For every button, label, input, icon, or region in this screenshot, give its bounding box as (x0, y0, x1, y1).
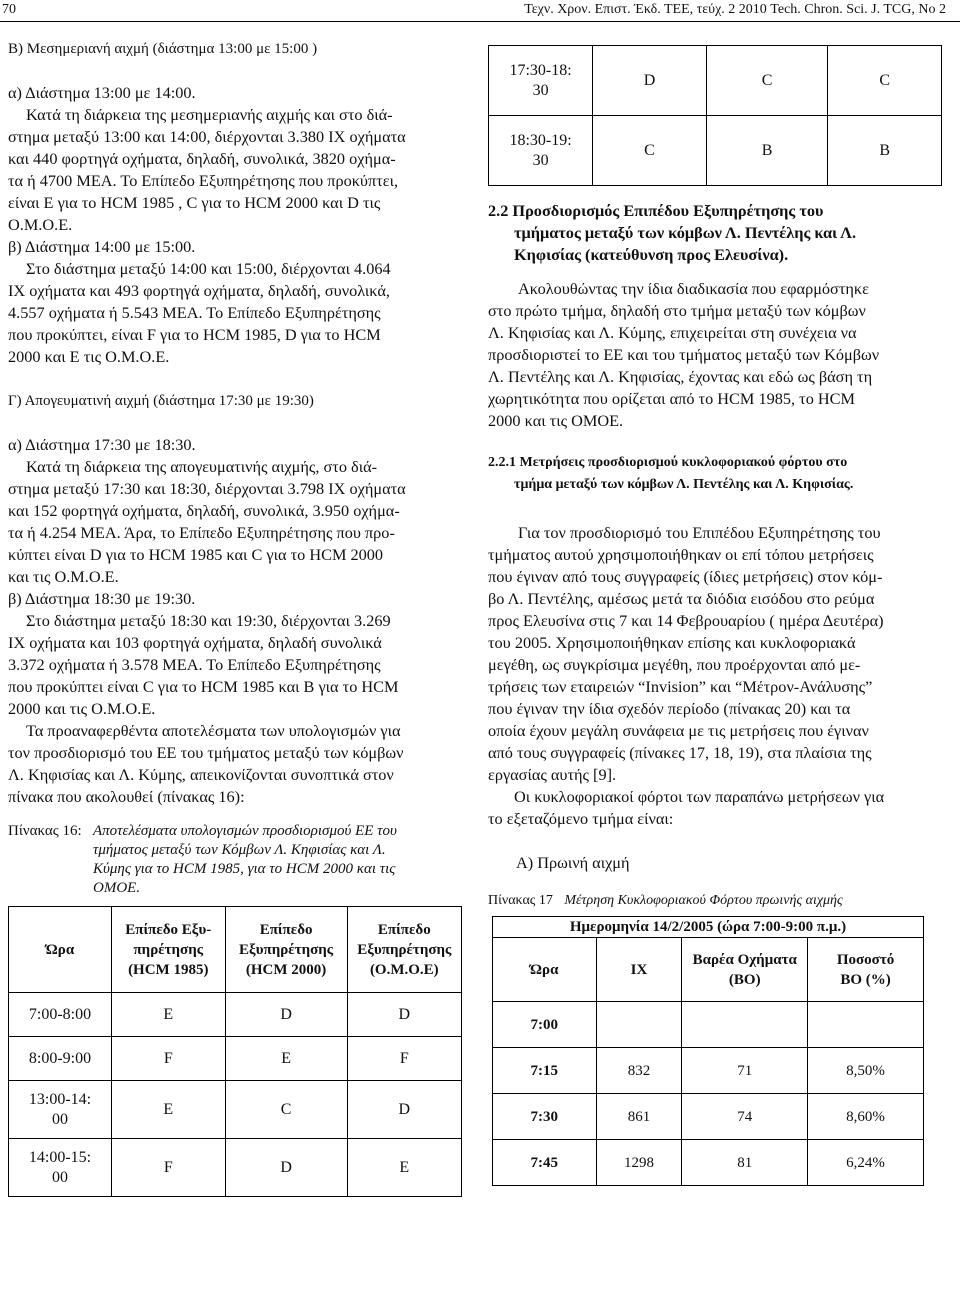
section-heading-b: Β) Μεσημεριανή αιχμή (διάστημα 13:00 με 15:00 ) (8, 41, 318, 57)
table-row (489, 46, 942, 116)
table-row (9, 1037, 462, 1081)
text-line: Τα προαναφερθέντα αποτελέσματα των υπολογισμών για (26, 721, 401, 740)
section-heading-2-2: 2.2 Προσδιορισμός Επιπέδου Εξυπηρέτησης του (488, 201, 824, 220)
cell-time: 13:00-14: 00 (9, 1081, 112, 1139)
table-row (493, 1048, 924, 1094)
table-row (9, 1081, 462, 1139)
cell-los: E (347, 1139, 461, 1197)
page-number: 70 (2, 2, 16, 17)
text-line: είναι Ε για το HCM 1985 , C για το HCM 2000 και D τις (8, 193, 381, 212)
text-line: τον προσδιορισμό του ΕΕ του τμήματος μεταξύ των κόμβων (8, 743, 404, 762)
cell-time: 14:00-15: 00 (9, 1139, 112, 1197)
cell-los: F (111, 1037, 225, 1081)
subsection-heading: Α) Πρωινή αιχμή (516, 853, 630, 872)
text-line: Οι κυκλοφοριακοί φόρτοι των παραπάνω μετρήσεων για (514, 787, 885, 806)
caption-line: Αποτελέσματα υπολογισμών προσδιορισμού ΕΕ του (93, 823, 397, 839)
table-row (9, 1139, 462, 1197)
text-line: Στο διάστημα μεταξύ 14:00 και 15:00, διέρχονται 4.064 (26, 259, 391, 278)
text-line: ΙΧ οχήματα και 493 φορτηγά οχήματα, δηλαδή, συνολικά, (8, 281, 390, 300)
text-line: που προκύπτει είναι C για το HCM 1985 και B για το HCM (8, 677, 399, 696)
table17 (492, 916, 924, 1186)
cell-heavy: 74 (682, 1094, 808, 1140)
text-line: οποία έχουν μεγάλη συνάφεια με τις μετρήσεις που έγιναν (488, 721, 869, 740)
text-line: 3.372 οχήματα ή 3.578 ΜΕΑ. Το Επίπεδο Εξυπηρέτησης (8, 655, 381, 674)
text-line: που έγιναν την ίδια σχεδόν περίοδο (πίνακας 20) και τα (488, 699, 851, 718)
cell-ix: 832 (596, 1048, 682, 1094)
cell-time: 8:00-9:00 (9, 1037, 112, 1081)
cell-los: F (347, 1037, 461, 1081)
col-omoe: Επίπεδο Εξυπηρέτησης (Ο.Μ.Ο.Ε) (347, 907, 461, 993)
caption-line: Κύμης για το HCM 1985, για το HCM 2000 και τις (93, 861, 396, 877)
cell-los: C (593, 116, 707, 186)
cell-pct (808, 1002, 924, 1048)
cell-los: D (593, 46, 707, 116)
cell-pct: 6,24% (808, 1140, 924, 1186)
cell-heavy: 81 (682, 1140, 808, 1186)
text-line: μεγέθη, ως συγκρίσιμα μεγέθη, που προέρχονται από με- (488, 655, 861, 674)
text-line: πίνακα που ακολουθεί (πίνακας 16): (8, 787, 245, 806)
col-time: Ώρα (9, 907, 112, 993)
text-line: ΙΧ οχήματα και 103 φορτηγά οχήματα, δηλαδή συνολικά (8, 633, 382, 652)
table16-label: Πίνακας 16: (8, 823, 82, 839)
cell-time: 7:30 (493, 1094, 597, 1140)
cell-los: C (706, 46, 828, 116)
text-line: στημα μεταξύ 13:00 και 14:00, διέρχονται 3.380 ΙΧ οχήματα (8, 127, 406, 146)
cell-heavy (682, 1002, 808, 1048)
text-line: Λ. Κηφισίας και Λ. Κύμης, επιχειρείται στη συνέχεια να (488, 323, 857, 342)
cell-time: 7:15 (493, 1048, 597, 1094)
cell-time: 17:30-18: 30 (489, 46, 593, 116)
table17-date: Ημερομηνία 14/2/2005 (ώρα 7:00-9:00 π.μ.) (493, 917, 924, 938)
table-row (9, 993, 462, 1037)
text-line: του 2005. Χρησιμοποιήθηκαν επίσης και κυκλοφοριακά (488, 633, 856, 652)
subsection-heading: β) Διάστημα 14:00 με 15:00. (8, 237, 196, 256)
table17-caption (488, 892, 950, 910)
cell-los: B (706, 116, 828, 186)
text-line: βο Λ. Πεντέλης, αμέσως μετά τα διόδια εισόδου στο ρεύμα (488, 589, 875, 608)
text-line: τα ή 4.254 ΜΕΑ. Άρα, το Επίπεδο Εξυπηρέτησης που προ- (8, 523, 395, 542)
col-hcm1985: Επίπεδο Εξυ- πηρέτησης (HCM 1985) (111, 907, 225, 993)
col-ix: ΙΧ (596, 938, 682, 1002)
text-line: και 152 φορτηγά οχήματα, δηλαδή, συνολικά, 3.950 οχήμα- (8, 501, 400, 520)
text-line: Για τον προσδιορισμό του Επιπέδου Εξυπηρέτησης του (518, 523, 881, 542)
table-row (493, 1002, 924, 1048)
cell-los: C (828, 46, 942, 116)
cell-los: D (225, 1139, 347, 1197)
journal-citation: Τεχν. Χρον. Επιστ. Έκδ. ΤΕΕ, τεύχ. 2 2010 Tech. Chron. Sci. J. TCG, No 2 (524, 2, 946, 17)
text-line: 2000 και τις Ο.Μ.Ο.Ε. (8, 699, 156, 718)
running-header (0, 0, 960, 22)
text-line: που έγιναν από τους συγγραφείς (ίδιες μετρήσεις) στον κόμ- (488, 567, 883, 586)
table-row (493, 1094, 924, 1140)
text-line: Κατά τη διάρκεια της απογευματινής αιχμής, στο διά- (26, 457, 378, 476)
section-heading-line: τμήμα μεταξύ των κόμβων Λ. Πεντέλης και Λ. Κηφισίας. (514, 477, 854, 492)
section-heading-c: Γ) Απογευματινή αιχμή (διάστημα 17:30 με 19:30) (8, 393, 314, 409)
cell-los: F (111, 1139, 225, 1197)
section-heading-line: τμήματος μεταξύ των κόμβων Λ. Πεντέλης και Λ. (514, 223, 857, 242)
text-line: χωρητικότητα που ορίζεται από το HCM 1985, το HCM (488, 389, 856, 408)
right-column (488, 45, 950, 1186)
table16-caption (8, 822, 470, 898)
cell-time: 18:30-19: 30 (489, 116, 593, 186)
text-line: και 440 φορτηγά οχήματα, δηλαδή, συνολικά, 3820 οχήμα- (8, 149, 396, 168)
text-line: Λ. Πεντέλης και Λ. Κηφισίας, έχοντας και εδώ ως βάση τη (488, 367, 873, 386)
cell-time: 7:45 (493, 1140, 597, 1186)
cell-ix: 861 (596, 1094, 682, 1140)
text-line: που προκύπτει, είναι F για το HCM 1985, D για το HCM (8, 325, 381, 344)
text-line: προς Ελευσίνα στις 7 και 14 Φεβρουαρίου ( ημέρα Δευτέρα) (488, 611, 884, 630)
text-line: Λ. Κηφισίας και Λ. Κύμης, απεικονίζονται συνοπτικά στον (8, 765, 394, 784)
col-heavy: Βαρέα Οχήματα (ΒΟ) (682, 938, 808, 1002)
table-row (489, 116, 942, 186)
cell-ix (596, 1002, 682, 1048)
subsection-heading: β) Διάστημα 18:30 με 19:30. (8, 589, 196, 608)
col-time: Ώρα (493, 938, 597, 1002)
cell-los: D (347, 1081, 461, 1139)
cell-los: C (225, 1081, 347, 1139)
col-pct: Ποσοστό ΒΟ (%) (808, 938, 924, 1002)
text-line: Στο διάστημα μεταξύ 18:30 και 19:30, διέρχονται 3.269 (26, 611, 391, 630)
text-line: από τους συγγραφείς (πίνακες 17, 18, 19), στα πλαίσια της (488, 743, 872, 762)
text-line: κύπτει είναι D για το HCM 1985 και C για το HCM 2000 (8, 545, 384, 564)
section-heading-line: Κηφισίας (κατεύθυνση προς Ελευσίνα). (514, 245, 789, 264)
cell-pct: 8,50% (808, 1048, 924, 1094)
cell-los: E (111, 1081, 225, 1139)
text-line: τρήσεις των εταιρειών “Invision” και “Μέτρον-Ανάλυσης” (488, 677, 873, 696)
text-line: Ο.Μ.Ο.Ε. (8, 215, 73, 234)
table16-continued (488, 45, 942, 186)
text-line: εργασίας αυτής [9]. (488, 765, 617, 784)
cell-time: 7:00-8:00 (9, 993, 112, 1037)
cell-los: D (347, 993, 461, 1037)
text-line: 2000 και τις ΟΜΟΕ. (488, 411, 624, 430)
left-column (8, 38, 470, 1197)
text-line: 2000 και E τις Ο.Μ.Ο.Ε. (8, 347, 170, 366)
section-heading-2-2-1: 2.2.1 Μετρήσεις προσδιορισμού κυκλοφοριακού φόρτου στο (488, 455, 848, 470)
text-line: τα ή 4700 ΜΕΑ. Το Επίπεδο Εξυπηρέτησης που προκύπτει, (8, 171, 399, 190)
cell-los: D (225, 993, 347, 1037)
text-line: Κατά τη διάρκεια της μεσημεριανής αιχμής και στο διά- (26, 105, 393, 124)
text-line: στημα μεταξύ 17:30 και 18:30, διέρχονται 3.798 ΙΧ οχήματα (8, 479, 406, 498)
caption-line: τμήματος μεταξύ των Κόμβων Λ. Κηφισίας και Λ. (93, 842, 386, 858)
table17-label: Πίνακας 17 (488, 893, 553, 908)
cell-heavy: 71 (682, 1048, 808, 1094)
table-row (493, 1140, 924, 1186)
cell-los: B (828, 116, 942, 186)
text-line: Ακολουθώντας την ίδια διαδικασία που εφαρμόστηκε (518, 279, 869, 298)
cell-los: E (225, 1037, 347, 1081)
subsection-heading: α) Διάστημα 17:30 με 18:30. (8, 435, 196, 454)
text-line: στο πρώτο τμήμα, δηλαδή στο τμήμα μεταξύ των κόμβων (488, 301, 866, 320)
text-line: 4.557 οχήματα ή 5.543 ΜΕΑ. Το Επίπεδο Εξυπηρέτησης (8, 303, 381, 322)
cell-los: E (111, 993, 225, 1037)
cell-ix: 1298 (596, 1140, 682, 1186)
subsection-heading: α) Διάστημα 13:00 με 14:00. (8, 83, 196, 102)
cell-time: 7:00 (493, 1002, 597, 1048)
text-line: το εξεταζόμενο τμήμα είναι: (488, 809, 674, 828)
col-hcm2000: Επίπεδο Εξυπηρέτησης (HCM 2000) (225, 907, 347, 993)
text-line: τμήματος αυτού χρησιμοποιήθηκαν οι επί τόπου μετρήσεις (488, 545, 874, 564)
table17-title: Μέτρηση Κυκλοφοριακού Φόρτου πρωινής αιχμής (564, 893, 843, 908)
header-rule (0, 21, 960, 22)
table16 (8, 906, 462, 1197)
text-line: και τις Ο.Μ.Ο.Ε. (8, 567, 119, 586)
cell-pct: 8,60% (808, 1094, 924, 1140)
text-line: προσδιοριστεί το ΕΕ και του τμήματος μεταξύ των Κόμβων (488, 345, 880, 364)
caption-line: ΟΜΟΕ. (93, 880, 141, 896)
